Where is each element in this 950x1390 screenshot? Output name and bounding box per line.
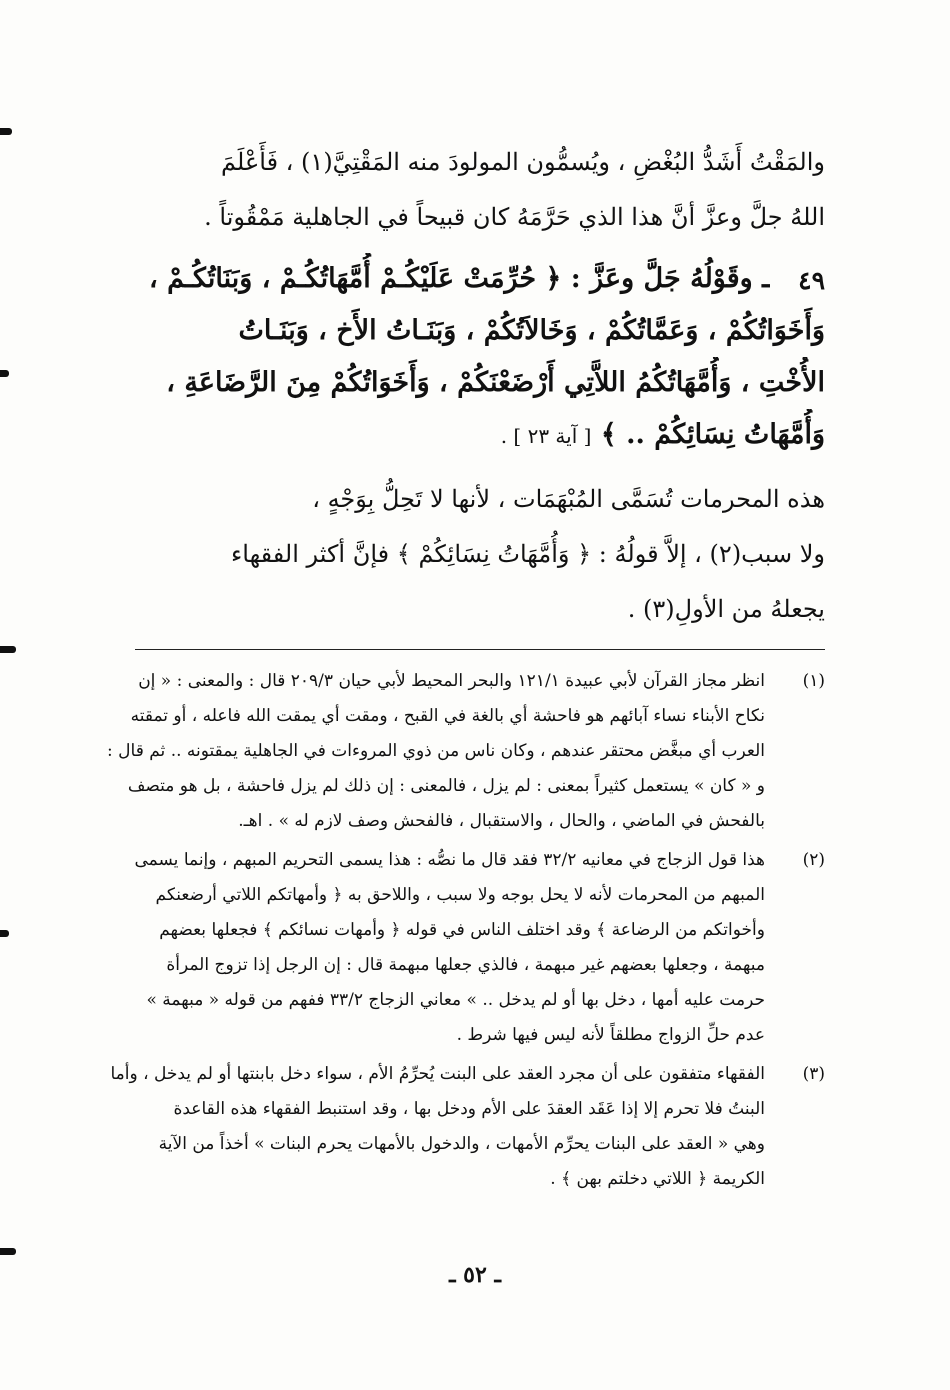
intro-paragraph bbox=[95, 135, 825, 245]
edge-mark bbox=[0, 1248, 16, 1255]
edge-mark bbox=[0, 930, 9, 937]
text-line: هذه المحرمات تُسَمَّى المُبْهَمَات ، لأنها لا تَحِلُّ بِوَجْهٍ ، bbox=[312, 485, 825, 513]
footnote-line: وأخواتكم من الرضاعة ﴾ وقد اختلف الناس في قوله ﴿ وأمهات نسائكم ﴾ فجعلها بعضهم bbox=[159, 920, 765, 940]
verse-text: ـ وقَوْلُهُ جَلَّ وعَزَّ : ﴿ حُرِّمَتْ عَلَيْكُـمْ أُمَّهَاتُكُـمْ ، وَبَنَاتُكُـمْ ، bbox=[148, 263, 770, 294]
footnote-line: وهي « العقد على البنات يحرِّم الأمهات ، والدخول بالأمهات يحرم البنات » أخذاً من الآية bbox=[158, 1134, 765, 1154]
footnote-line: العرب أي مبغَّض محتقر عندهم ، وكان ناس من ذوي المروءات في الجاهلية يمقتونه .. ثم قال : bbox=[107, 741, 765, 761]
footnote-line: انظر مجاز القرآن لأبي عبيدة ١٢١/١ والبحر المحيط لأبي حيان ٢٠٩/٣ قال : والمعنى : « إن bbox=[138, 671, 765, 691]
footnote-number: (٣) bbox=[802, 1064, 825, 1084]
footnote-line: الفقهاء متفقون على أن مجرد العقد على البنت يُحرِّمُ الأم ، سواء دخل بابنتها أو لم يدخل ، وأما bbox=[110, 1064, 765, 1084]
footnote-line: المبهم من المحرمات لأنه لا يحل بوجه ولا سبب ، واللاحق به ﴿ وأمهاتكم اللاتي أرضعنكم bbox=[155, 885, 765, 905]
text-line: ولا سبب(٢) ، إلاَّ قولُهُ : ﴿ وَأُمَّهَاتُ نِسَائِكُمْ ﴾ فإنَّ أكثر الفقهاء bbox=[230, 540, 825, 568]
footnote-number: (٢) bbox=[802, 850, 825, 870]
edge-mark bbox=[0, 370, 9, 377]
verse-block bbox=[95, 253, 825, 462]
text-line: والمَقْتُ أَشَدُّ البُغْضِ ، ويُسمُّون المولودَ منه المَقْتِيَّ(١) ، فَأَعْلَمَ bbox=[221, 148, 825, 176]
footnote-line: و « كان » يستعمل كثيراً بمعنى : لم يزل ، فالمعنى : إن ذلك لم يزل فاحشة ، بل هو متصف bbox=[127, 776, 765, 796]
verse-line: الأُخْتِ ، وَأُمَّهَاتُكُمُ اللاَّتِي أَرْضَعْنَكُمْ ، وَأَخَوَاتُكُمْ مِنَ الرَّضَاعَةِ ، bbox=[166, 367, 825, 398]
footnote-number: (١) bbox=[802, 671, 825, 691]
footnote bbox=[95, 664, 825, 839]
footnote-line: نكاح الأبناء نساء آبائهم هو فاحشة أي بالغة في القبح ، ومقت أي يمقت الله فاعله ، أو تمقته bbox=[130, 706, 765, 726]
edge-mark bbox=[0, 128, 12, 135]
footnote-line: بالفحش في الماضي ، والحال ، والاستقبال ، فالفحش وصف لازم له » . اهـ. bbox=[238, 811, 765, 831]
footnote-line: البنتُ فلا تحرم إلا إذا عَقَد العقدَ على الأم ودخل بها ، وقد استنبط الفقهاء هذه القاعدة bbox=[173, 1099, 765, 1119]
verse-line bbox=[95, 409, 825, 462]
edge-mark bbox=[0, 646, 16, 653]
page-content bbox=[95, 135, 825, 1201]
verse-line: وَأَخَوَاتُكُمْ ، وَعَمَّاتُكُمْ ، وَخَالاَتُكُمْ ، وَبَنَـاتُ الأَخ ، وَبَنَـاتُ bbox=[238, 315, 825, 346]
verse-text: وَأُمَّهَاتُ نِسَائِكُمْ .. ﴾ bbox=[600, 419, 825, 450]
verse-reference: [ آية ٢٣ ] . bbox=[500, 424, 592, 448]
commentary-paragraph bbox=[95, 472, 825, 637]
footnote-line: حرمت عليه أمها ، دخل بها أو لم يدخل .. » معاني الزجاج ٣٣/٢ ففهم من قوله « مبهمة » bbox=[146, 990, 765, 1010]
footnote-line: مبهمة ، وجعلها بعضهم غير مبهمة ، فالذي جعلها مبهمة قال : إن الرجل إذا تزوج المرأة bbox=[166, 955, 765, 975]
footnote-line: عدم حلِّ الزواج مطلقاً لأنه ليس فيها شرط . bbox=[456, 1025, 765, 1045]
text-line: يجعلهُ من الأولِ(٣) . bbox=[627, 595, 825, 623]
footnote-divider bbox=[135, 649, 825, 650]
verse-line bbox=[95, 253, 770, 305]
verse-number: ٤٩ bbox=[798, 266, 825, 295]
footnote-line: هذا قول الزجاج في معانيه ٣٢/٢ فقد قال ما نصُّه : هذا يسمى التحريم المبهم ، وإنما يسمى bbox=[134, 850, 765, 870]
footnote bbox=[95, 843, 825, 1053]
footnote-line: الكريمة ﴿ اللاتي دخلتم بهن ﴾ . bbox=[550, 1169, 765, 1189]
footnote bbox=[95, 1057, 825, 1197]
page-number: ـ ٥٢ ـ bbox=[449, 1262, 501, 1288]
text-line: اللهُ جلَّ وعزَّ أنَّ هذا الذي حَرَّمَهُ كان قبيحاً في الجاهلية مَمْقُوتاً . bbox=[204, 203, 825, 231]
